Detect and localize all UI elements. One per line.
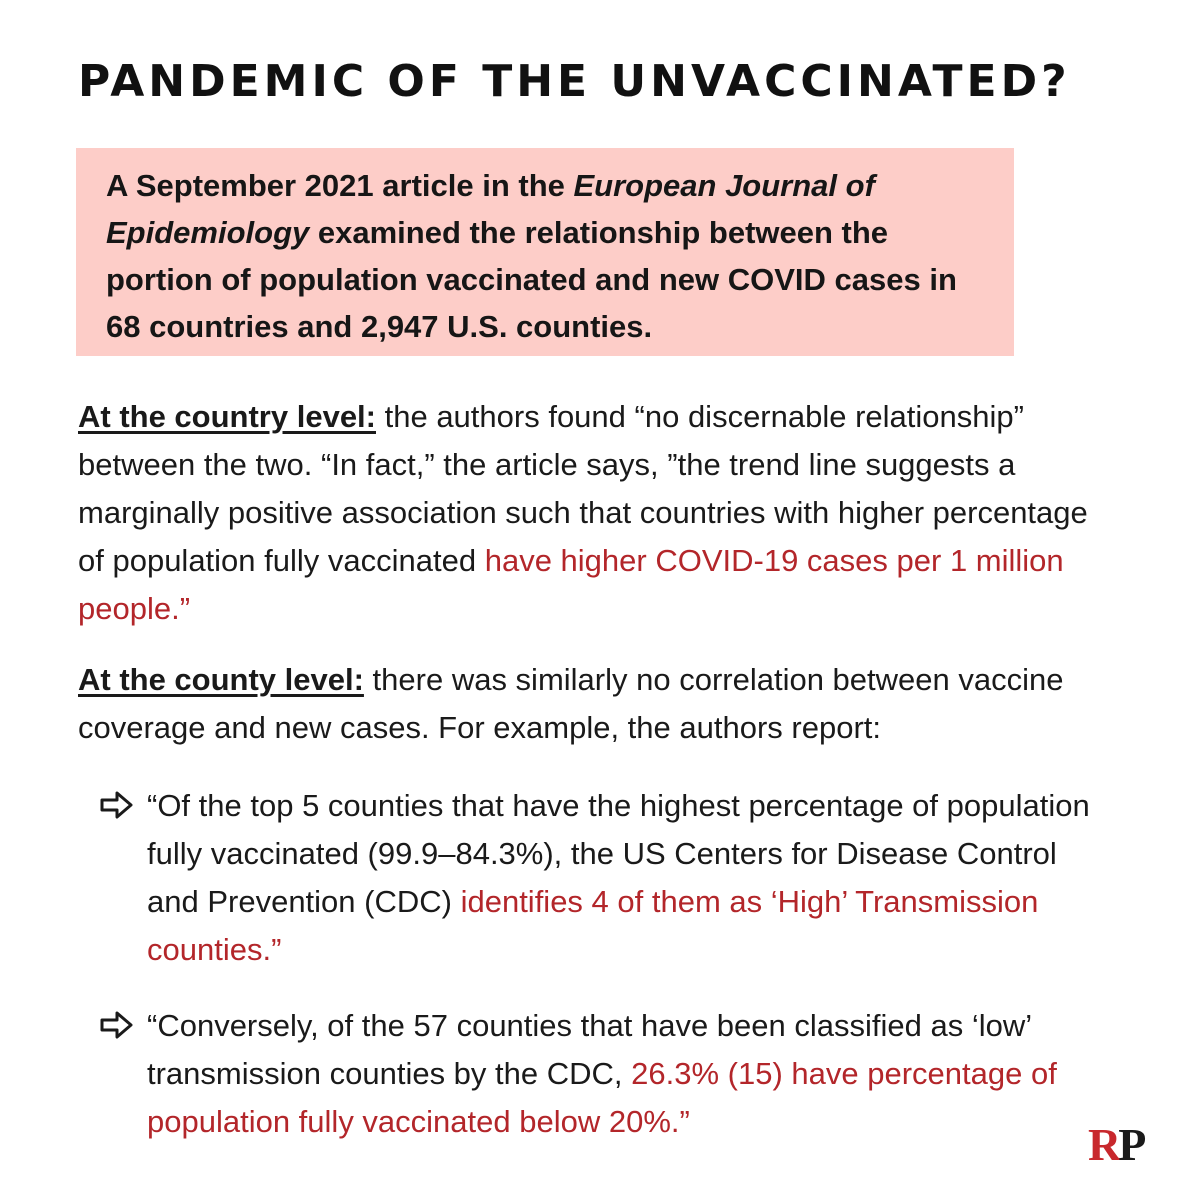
logo-letter-r: R: [1088, 1119, 1119, 1170]
bullet-text: [147, 782, 1100, 974]
bullet-item-top-counties: [100, 782, 1100, 974]
bullet-highlight: identifies 4 of them as ‘High’ Transmission counties.”: [147, 884, 1039, 967]
page-title: PANDEMIC OF THE UNVACCINATED?: [78, 56, 1071, 107]
bullet-quote: “Conversely, of the 57 counties that have been classified as ‘low’ transmission counties by the CDC,: [147, 1008, 1031, 1091]
arrow-right-icon: [100, 790, 134, 820]
rp-logo: [1088, 1120, 1143, 1170]
journal-name: European Journal of Epidemiology: [106, 168, 875, 250]
logo-letter-p: P: [1118, 1119, 1144, 1170]
intro-box: [76, 148, 1014, 356]
county-level-paragraph: [78, 656, 1178, 752]
country-level-paragraph: [78, 393, 1098, 633]
country-level-text: the authors found “no discernable relationship” between the two. “In fact,” the article says, ”the trend line suggests a marginally positive association such that countries with higher percentage of population fully vaccinated: [78, 399, 1088, 578]
country-level-heading: At the country level:: [78, 399, 376, 434]
bullet-quote: “Of the top 5 counties that have the highest percentage of population fully vaccinated (99.9–84.3%), the US Centers for Disease Control and Prevention (CDC): [147, 788, 1090, 919]
arrow-right-icon: [100, 1010, 134, 1040]
bullet-item-low-transmission: [100, 1002, 1110, 1146]
county-level-heading: At the county level:: [78, 662, 364, 697]
bullet-highlight: 26.3% (15) have percentage of population fully vaccinated below 20%.”: [147, 1056, 1057, 1139]
intro-text-continued: examined the relationship between the portion of population vaccinated and new COVID cases in 68 countries and 2,947 U.S. counties.: [106, 215, 957, 344]
county-level-text: there was similarly no correlation between vaccine coverage and new cases. For example, the authors report:: [78, 662, 1064, 745]
intro-text: A September 2021 article in the: [106, 168, 574, 203]
country-level-highlight: have higher COVID-19 cases per 1 million people.”: [78, 543, 1064, 626]
bullet-text: [147, 1002, 1110, 1146]
